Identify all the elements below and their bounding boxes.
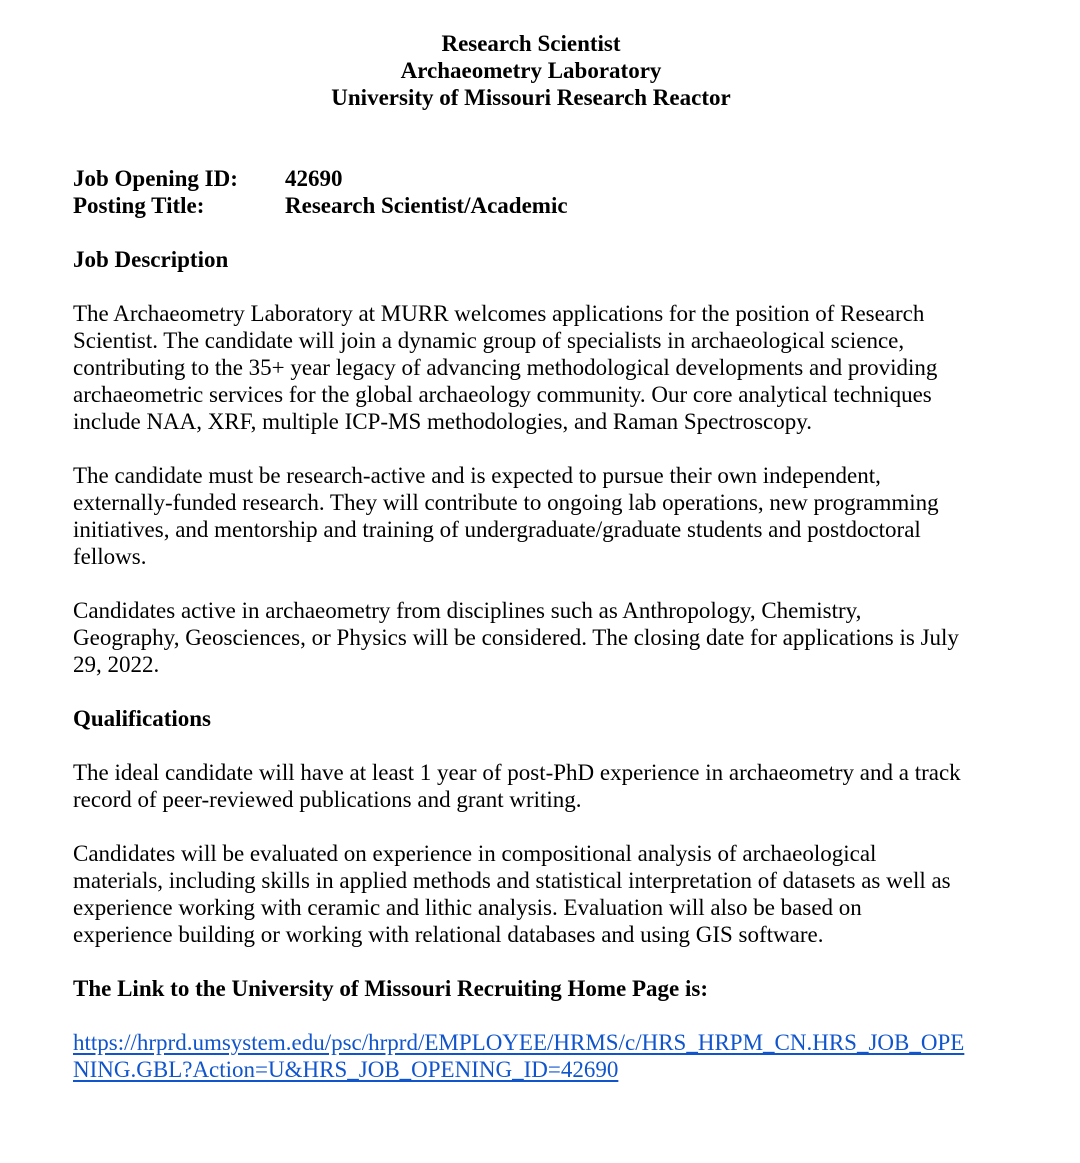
text-line: Candidates active in archaeometry from disciplines such as Anthropology, Chemistry, xyxy=(73,598,862,623)
text-line: The candidate must be research-active and is expected to pursue their own independent, xyxy=(73,463,881,488)
recruiting-link-heading: The Link to the University of Missouri Recruiting Home Page is: xyxy=(73,976,709,1001)
recruiting-link[interactable] xyxy=(73,1029,1008,1083)
text-line: Scientist. The candidate will join a dynamic group of specialists in archaeological science, xyxy=(73,328,905,353)
posting-title-value: Research Scientist/Academic xyxy=(285,193,568,218)
text-line: Geography, Geosciences, or Physics will be considered. The closing date for applications is July xyxy=(73,625,959,650)
document-header xyxy=(73,30,989,111)
text-line: 29, 2022. xyxy=(73,652,160,677)
text-line: include NAA, XRF, multiple ICP-MS methodologies, and Raman Spectroscopy. xyxy=(73,409,812,434)
text-line: initiatives, and mentorship and training of undergraduate/graduate students and postdoctoral xyxy=(73,517,921,542)
text-line: archaeometric services for the global archaeology community. Our core analytical techniques xyxy=(73,382,932,407)
text-line: fellows. xyxy=(73,544,147,569)
job-meta xyxy=(73,165,1008,219)
document-page xyxy=(73,30,1008,1083)
text-line: Candidates will be evaluated on experience in compositional analysis of archaeological xyxy=(73,841,877,866)
qualifications-paragraph-2 xyxy=(73,840,1008,948)
link-line[interactable]: NING.GBL?Action=U&HRS_JOB_OPENING_ID=42690 xyxy=(73,1057,619,1082)
text-line: experience working with ceramic and lithic analysis. Evaluation will also be based on xyxy=(73,895,862,920)
job-id-label: Job Opening ID: xyxy=(73,166,238,191)
job-id-value: 42690 xyxy=(285,166,343,191)
text-line: The ideal candidate will have at least 1 year of post-PhD experience in archaeometry and a track xyxy=(73,760,961,785)
header-lab-name: Archaeometry Laboratory xyxy=(400,58,662,83)
description-paragraph-2 xyxy=(73,462,1008,570)
job-description-heading: Job Description xyxy=(73,247,229,272)
link-line[interactable]: https://hrprd.umsystem.edu/psc/hrprd/EMPLOYEE/HRMS/c/HRS_HRPM_CN.HRS_JOB_OPE xyxy=(73,1030,965,1055)
qualifications-heading: Qualifications xyxy=(73,706,212,731)
posting-title-row xyxy=(73,192,1008,219)
qualifications-paragraph-1 xyxy=(73,759,1008,813)
header-position-title: Research Scientist xyxy=(441,31,621,56)
posting-title-label: Posting Title: xyxy=(73,193,205,218)
job-id-row xyxy=(73,165,1008,192)
text-line: record of peer-reviewed publications and grant writing. xyxy=(73,787,582,812)
description-paragraph-1 xyxy=(73,300,1008,435)
text-line: contributing to the 35+ year legacy of advancing methodological developments and providing xyxy=(73,355,938,380)
text-line: materials, including skills in applied methods and statistical interpretation of datasets as well as xyxy=(73,868,951,893)
header-institution: University of Missouri Research Reactor xyxy=(331,85,731,110)
text-line: experience building or working with relational databases and using GIS software. xyxy=(73,922,824,947)
text-line: externally-funded research. They will contribute to ongoing lab operations, new programming xyxy=(73,490,939,515)
description-paragraph-3 xyxy=(73,597,1008,678)
text-line: The Archaeometry Laboratory at MURR welcomes applications for the position of Research xyxy=(73,301,925,326)
